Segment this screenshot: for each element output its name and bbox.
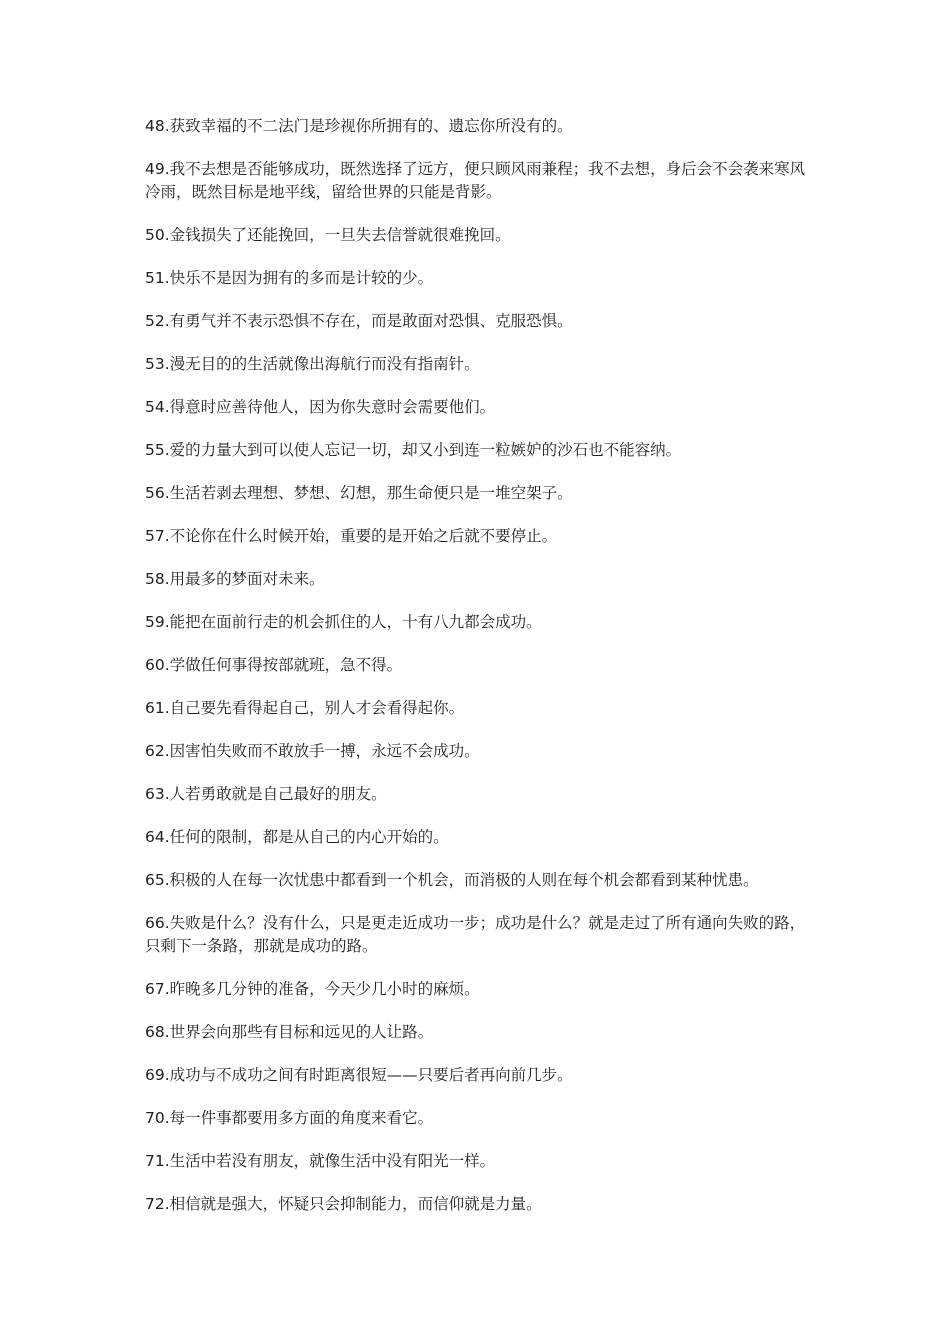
quote-item: 51.快乐不是因为拥有的多而是计较的少。 xyxy=(145,269,434,287)
quote-item: 60.学做任何事得按部就班，急不得。 xyxy=(145,656,403,674)
quote-item: 63.人若勇敢就是自己最好的朋友。 xyxy=(145,785,387,803)
quote-item: 64.任何的限制，都是从自己的内心开始的。 xyxy=(145,828,449,846)
quote-item: 71.生活中若没有朋友，就像生活中没有阳光一样。 xyxy=(145,1152,496,1170)
quote-item: 53.漫无目的的生活就像出海航行而没有指南针。 xyxy=(145,355,480,373)
quote-item: 48.获致幸福的不二法门是珍视你所拥有的、遗忘你所没有的。 xyxy=(145,117,573,135)
quote-item: 59.能把在面前行走的机会抓住的人，十有八九都会成功。 xyxy=(145,613,542,631)
quote-list xyxy=(145,115,810,1236)
quote-item: 49.我不去想是否能够成功，既然选择了远方，便只顾风雨兼程；我不去想，身后会不会袭来寒风冷雨，既然目标是地平线，留给世界的只能是背影。 xyxy=(145,160,806,201)
quote-item: 65.积极的人在每一次忧患中都看到一个机会，而消极的人则在每个机会都看到某种忧患。 xyxy=(145,871,759,889)
quote-item: 50.金钱损失了还能挽回，一旦失去信誉就很难挽回。 xyxy=(145,226,511,244)
quote-item: 57.不论你在什么时候开始，重要的是开始之后就不要停止。 xyxy=(145,527,558,545)
quote-item: 56.生活若剥去理想、梦想、幻想，那生命便只是一堆空架子。 xyxy=(145,484,573,502)
quote-item: 61.自己要先看得起自己，别人才会看得起你。 xyxy=(145,699,465,717)
quote-item: 69.成功与不成功之间有时距离很短——只要后者再向前几步。 xyxy=(145,1066,573,1084)
quote-item: 52.有勇气并不表示恐惧不存在，而是敢面对恐惧、克服恐惧。 xyxy=(145,312,573,330)
quote-item: 72.相信就是强大，怀疑只会抑制能力，而信仰就是力量。 xyxy=(145,1195,542,1213)
quote-item: 58.用最多的梦面对未来。 xyxy=(145,570,325,588)
quote-item: 62.因害怕失败而不敢放手一搏，永远不会成功。 xyxy=(145,742,480,760)
quote-item: 55.爱的力量大到可以使人忘记一切，却又小到连一粒嫉妒的沙石也不能容纳。 xyxy=(145,441,682,459)
quote-item: 67.昨晚多几分钟的准备，今天少几小时的麻烦。 xyxy=(145,980,480,998)
quote-item: 66.失败是什么？没有什么，只是更走近成功一步；成功是什么？就是走过了所有通向失败的路，只剩下一条路，那就是成功的路。 xyxy=(145,914,806,955)
quote-item: 68.世界会向那些有目标和远见的人让路。 xyxy=(145,1023,434,1041)
quote-item: 54.得意时应善待他人，因为你失意时会需要他们。 xyxy=(145,398,496,416)
quote-item: 70.每一件事都要用多方面的角度来看它。 xyxy=(145,1109,434,1127)
